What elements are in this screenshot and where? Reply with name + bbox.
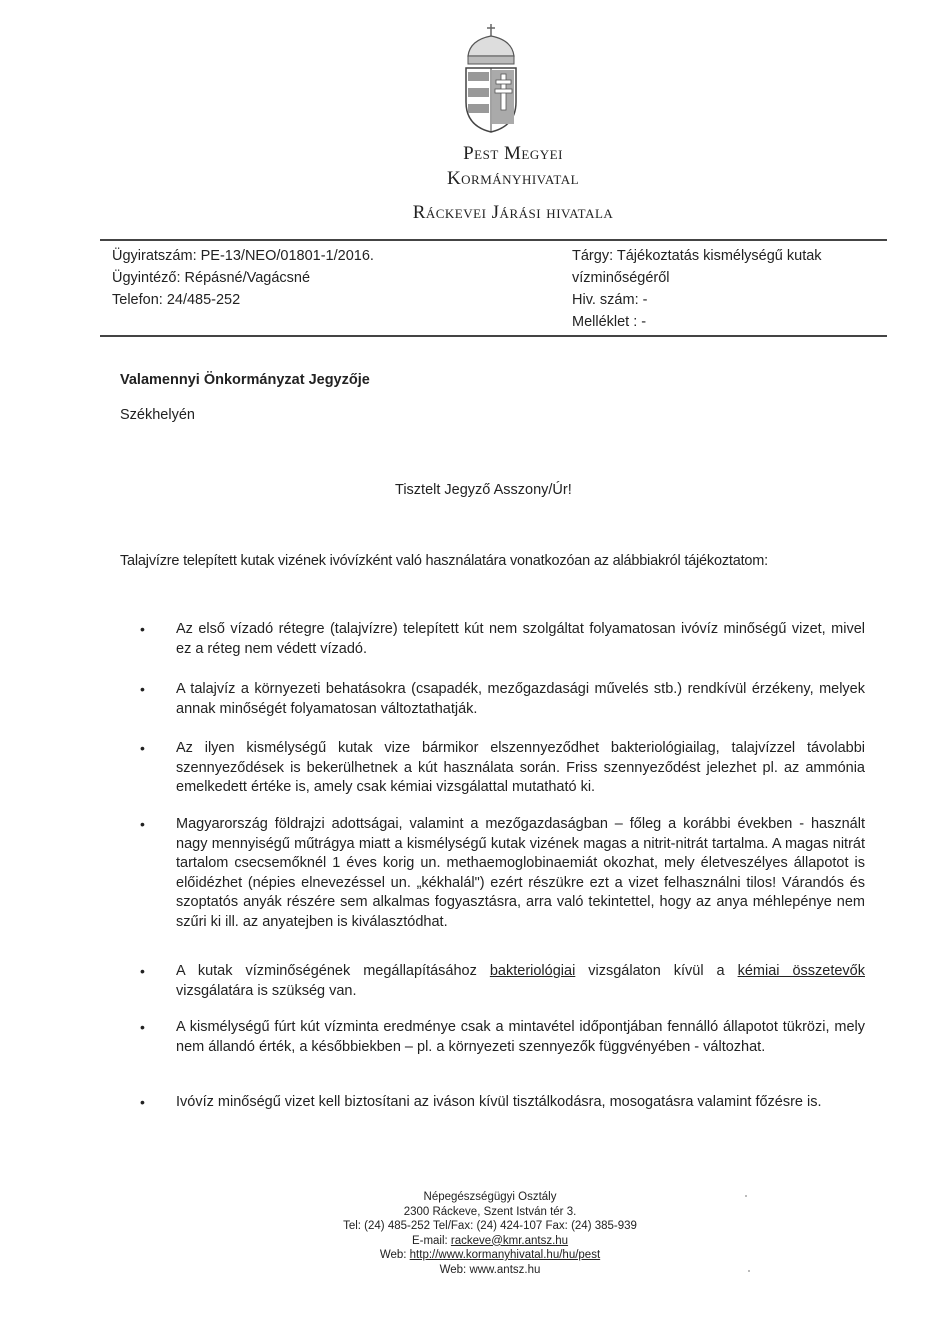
reference-block [112,245,374,311]
case-number: Ügyiratszám: PE-13/NEO/01801-1/2016. [112,248,374,264]
footer-web-line: Web: http://www.kormanyhivatal.hu/hu/pest [379,1249,601,1261]
list-item-text: Ivóvíz minőségű vizet kell biztosítani az iváson kívül tisztálkodásra, mosogatásra valamint főzésre is. [176,1094,822,1110]
list-item [140,1093,865,1113]
subject-block [572,245,822,333]
footer-email-line: E-mail: rackeve@kmr.antsz.hu [411,1234,569,1247]
bullet-icon: • [140,1019,145,1035]
subject-line2: vízminőségéről [572,270,670,286]
list-item-text: Az ilyen kismélységű kutak vize bármikor elszennyeződhet bakteriológiailag, talajvízzel távolabbi szennyeződések is bekerülhetnek a kút használata során. Friss szennyeződést jelezhet pl. az ammónia emelkedett értéke is, amely csak kémiai vizsgálattal mutatható ki. [176,740,865,795]
underlined-chemical: kémiai összetevők [737,963,865,979]
list-item [140,739,865,798]
addressee-location: Székhelyén [120,407,195,423]
intro-paragraph: Talajvízre telepített kutak vizének ivóvízként való használatára vonatkozóan az alábbiakról tájékoztatom: [120,553,768,569]
footer [0,1190,950,1277]
bullet-icon: • [140,621,145,637]
reference-number: Hiv. szám: - [572,292,648,308]
bullet-icon: • [140,681,145,697]
salutation: Tisztelt Jegyző Asszony/Úr! [395,482,572,498]
list-item [140,680,865,719]
list-item [140,962,865,1001]
hungarian-coat-of-arms-icon [462,22,520,134]
case-handler: Ügyintéző: Répásné/Vagácsné [112,270,311,286]
header-divider-bottom [100,335,887,337]
bullet-icon: • [140,740,145,756]
bullet-icon: • [140,816,145,832]
website-link[interactable]: http://www.kormanyhivatal.hu/hu/pest [409,1249,601,1261]
list-item-text: A kutak vízminőségének megállapításához bakteriológiai vizsgálaton kívül a kémiai összetevők vizsgálatára is szükség van. [176,963,865,999]
list-item-text: Magyarország földrajzi adottságai, valamint a mezőgazdaságban – főleg a korábbi években - használt nagy mennyiségű műtrágya miatt a kismélységű kutak vizének magas a nitrit-nitrát tartalma. A magas nitrát tartalom csecsemőknél 1 éves korig un. methaemoglobinaemiát okozhat, mely életveszélyes állapotot is előidézhet (népies elnevezéssel un. „kékhalál") ezért részükre ezt a vizet felhasználni tilos! Várandós és szoptatós anyák részére sem alkalmas fogyasztásra, arra való tekintettel, hogy az anya méhlepénye nem szűri ki ill. az anyatejben is kiválasztódhat. [176,816,865,930]
list-item [140,620,865,659]
list-item-text: A talajvíz a környezeti behatásokra (csapadék, mezőgazdasági művelés stb.) rendkívül érzékeny, melyek annak minőségét folyamatosan változtathatják. [176,681,865,717]
addressee: Valamennyi Önkormányzat Jegyzője [120,372,370,388]
attachment: Melléklet : - [572,314,647,330]
list-item-text: Az első vízadó rétegre (talajvízre) telepített kút nem szolgáltat folyamatosan ivóvíz minőségű vizet, mivel ez a réteg nem védett vízadó. [176,621,865,657]
footer-address: 2300 Ráckeve, Szent István tér 3. [403,1205,577,1218]
footer-department: Népegészségügyi Osztály [423,1191,557,1203]
subject-line1: Tárgy: Tájékoztatás kismélységű kutak [572,248,822,264]
org-name-line1: Pest Megyei [463,143,563,164]
bullet-icon: • [140,963,145,979]
footer-phones: Tel: (24) 485-252 Tel/Fax: (24) 424-107 Fax: (24) 385-939 [343,1220,637,1232]
list-item [140,1018,865,1057]
list-item-text: A kismélységű fúrt kút vízminta eredménye csak a mintavétel időpontjában fennálló állapotot tükrözi, mely nem állandó érték, a későbbiekben – pl. a környezeti szennyezők függvényében - változhat. [176,1019,865,1055]
org-name-line3: Ráckevei Járási hivatala [412,202,614,223]
scan-speck [748,1270,750,1272]
phone: Telefon: 24/485-252 [112,292,241,308]
bullet-icon: • [140,1094,145,1110]
footer-web2: Web: www.antsz.hu [439,1263,541,1276]
header-divider-top [100,239,887,241]
scan-speck [745,1195,747,1197]
email-link[interactable]: rackeve@kmr.antsz.hu [450,1234,569,1247]
list-item [140,815,865,932]
underlined-bacteriological: bakteriológiai [489,963,576,979]
org-name-line2: Kormányhivatal [446,168,580,189]
